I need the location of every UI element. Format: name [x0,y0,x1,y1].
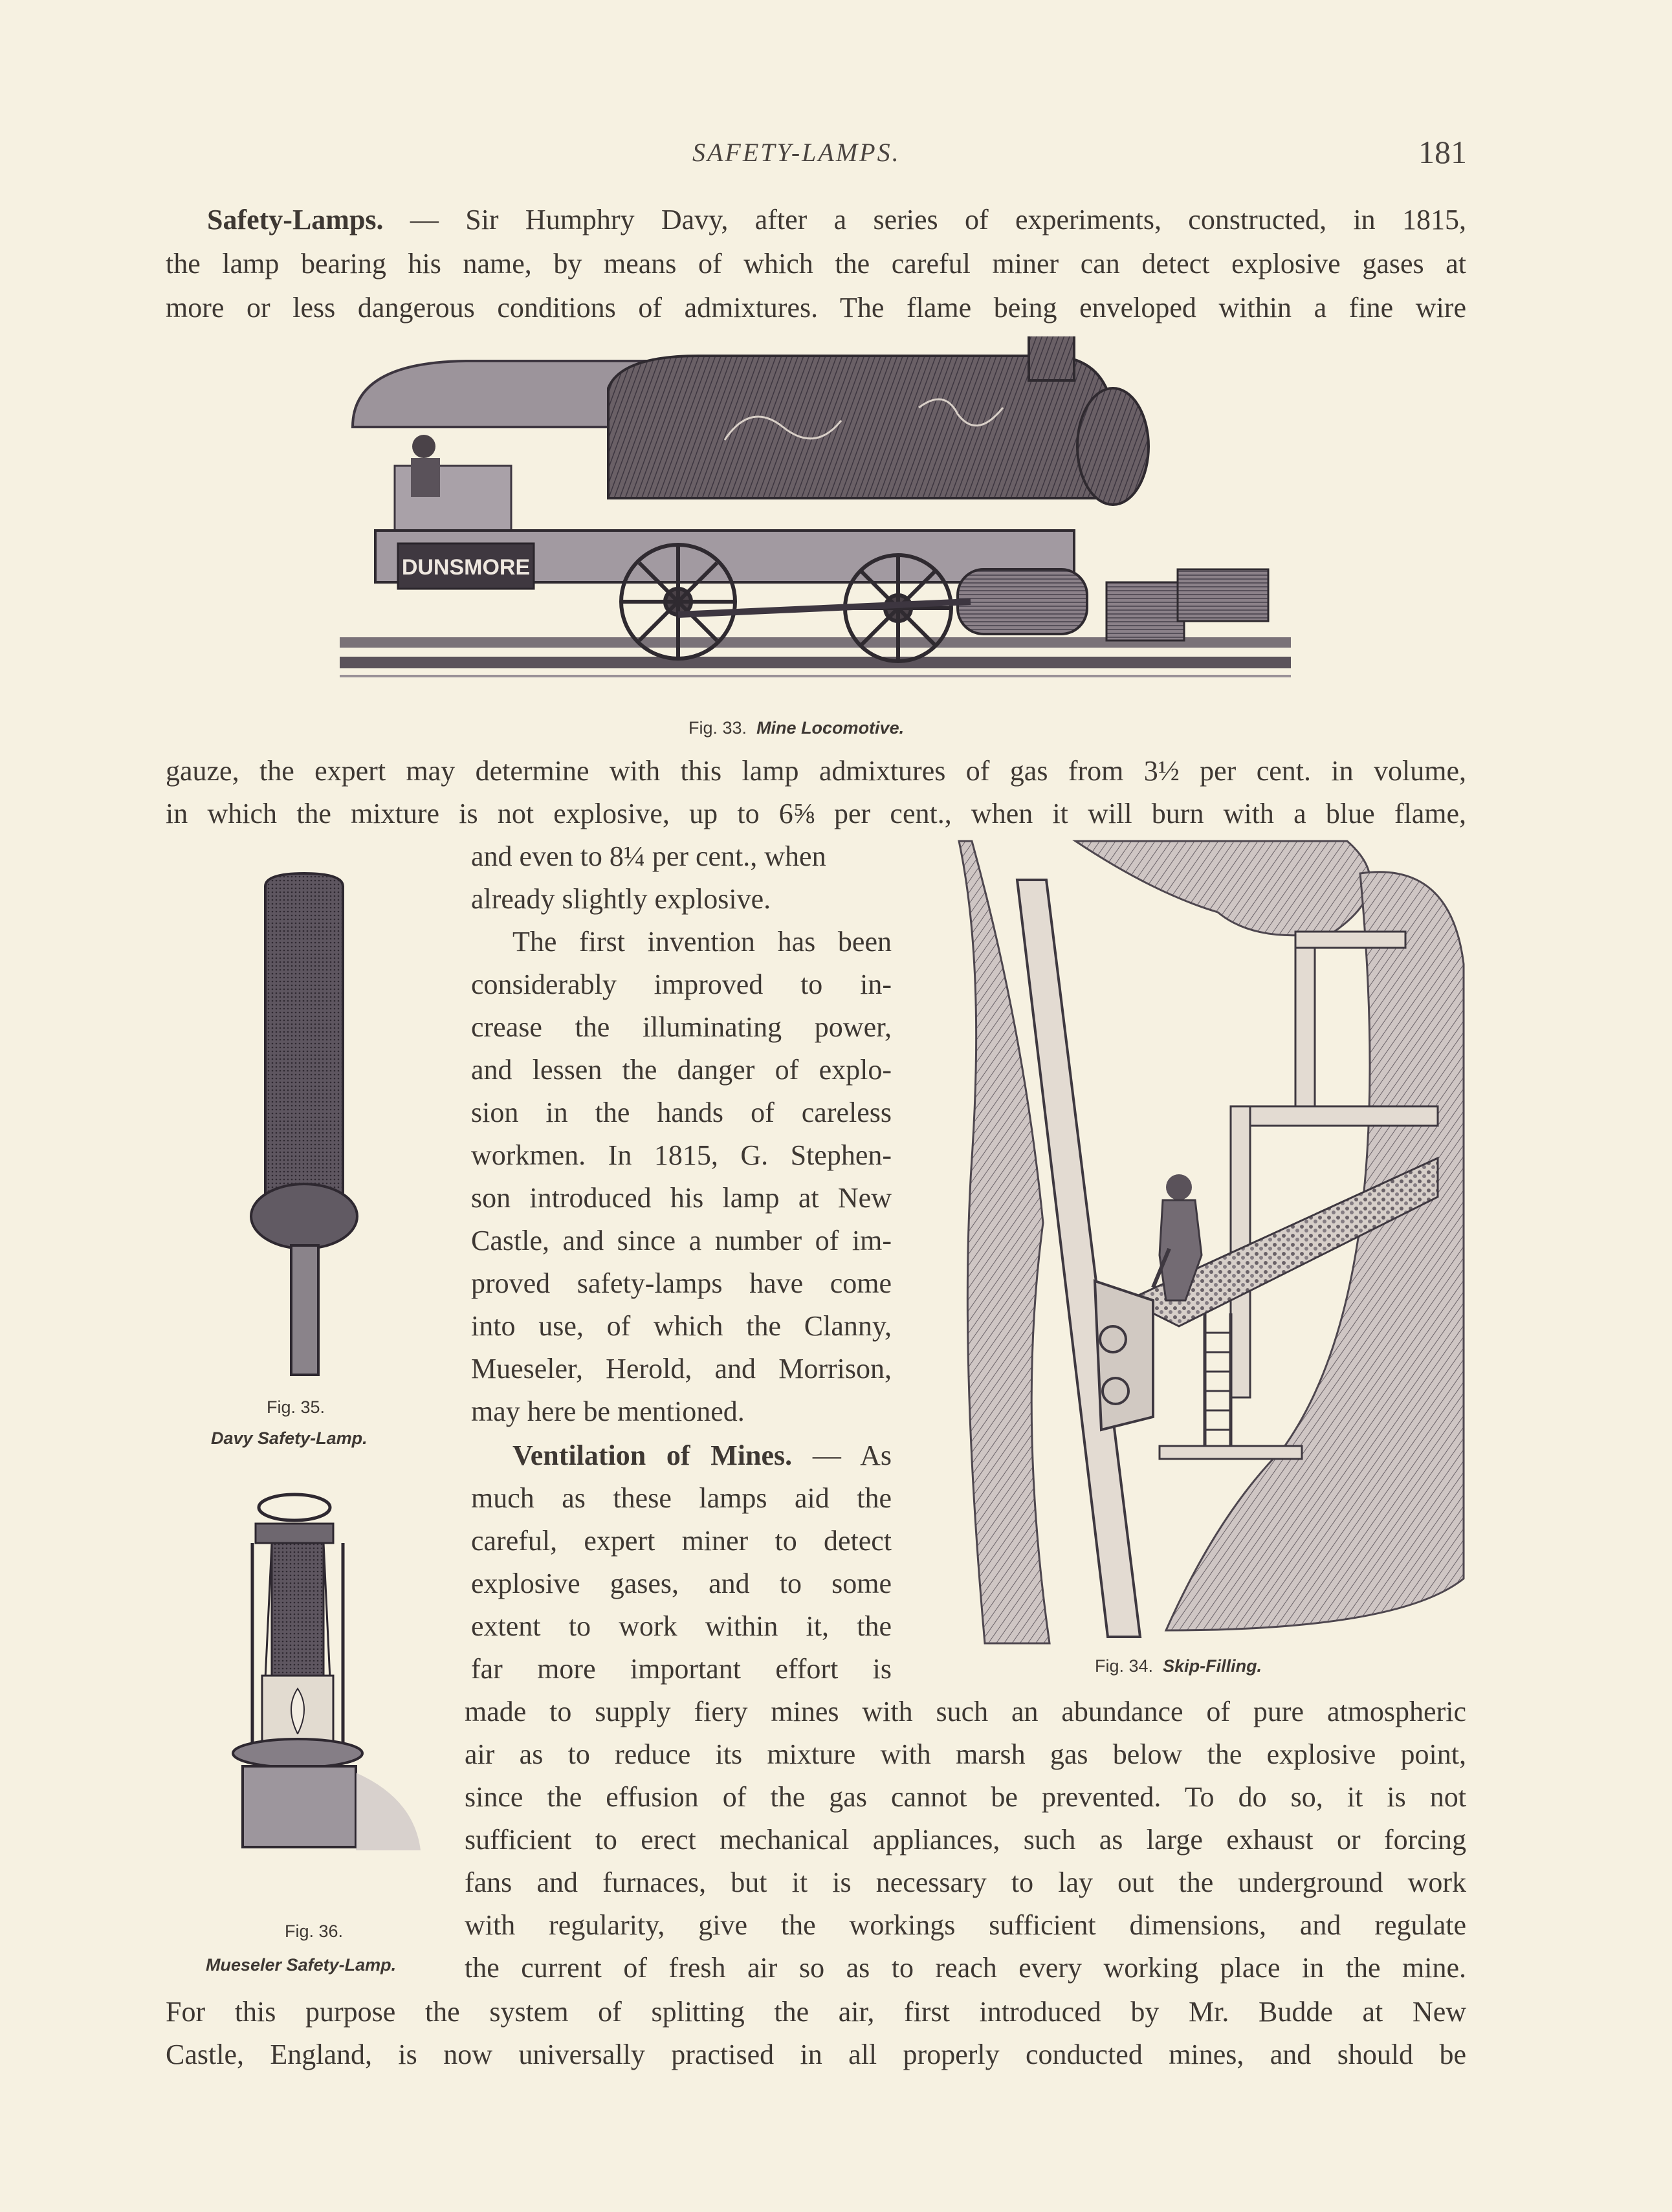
fig33-caption: Fig. 33. Mine Locomotive. [688,718,905,738]
text-line: made to supply fiery mines with such an abundance of pure atmospheric [465,1696,1466,1727]
text-line: and lessen the danger of explo- [471,1054,892,1086]
text-line: proved safety-lamps have come [471,1267,892,1299]
text-line: since the effusion of the gas cannot be prevented. To do so, it is not [465,1781,1466,1813]
text-line: For this purpose the system of splitting the air, first introduced by Mr. Budde at New [166,1996,1466,2028]
text-line: gauze, the expert may determine with this lamp admixtures of gas from 3½ per cent. in volume, [166,755,1466,787]
text-line: Safety-Lamps. — Sir Humphry Davy, after a series of experiments, constructed, in 1815, [207,204,1467,235]
text-line: Ventilation of Mines. — As [512,1440,892,1471]
text-line: son introduced his lamp at New [471,1182,892,1214]
fig34-caption: Fig. 34. Skip-Filling. [1095,1656,1262,1676]
davy-safety-lamp-figure [239,867,369,1385]
page-number: 181 [1418,134,1467,170]
fig36-title: Mueseler Safety-Lamp. [206,1955,397,1975]
text-line: extent to work within it, the [471,1610,892,1642]
mueseler-safety-lamp-figure [226,1488,434,1876]
section-heading-safety-lamps: Safety-Lamps. [207,204,384,235]
text-line: sion in the hands of careless [471,1097,892,1128]
text-line: Castle, England, is now universally practised in all properly conducted mines, and should be [166,2039,1466,2070]
text-line: already slightly explosive. [471,883,771,915]
text-line: the lamp bearing his name, by means of which the careful miner can detect explosive gases at [166,248,1466,279]
text-line: more or less dangerous conditions of admixtures. The flame being enveloped within a fine wire [166,292,1466,323]
text-line: may here be mentioned. [471,1396,745,1427]
text-line: considerably improved to in- [471,969,892,1000]
text-line: sufficient to erect mechanical appliances, such as large exhaust or forcing [465,1824,1466,1856]
text-line: into use, of which the Clanny, [471,1310,892,1342]
text-line: the current of fresh air so as to reach every working place in the mine. [465,1952,1466,1984]
text-line: in which the mixture is not explosive, up to 6⅝ per cent., when it will burn with a blue flame, [166,798,1466,829]
section-heading-ventilation: Ventilation of Mines. [512,1440,793,1471]
text-line: The first invention has been [512,926,892,958]
text-line: Mueseler, Herold, and Morrison, [471,1353,892,1385]
running-title: SAFETY-LAMPS. [692,138,901,167]
mine-locomotive-figure [336,336,1294,705]
text-line: Castle, and since a number of im- [471,1225,892,1256]
locomotive-nameplate: DUNSMORE [401,555,531,580]
text-line: with regularity, give the workings sufficient dimensions, and regulate [465,1909,1466,1941]
fig36-number: Fig. 36. [285,1922,344,1941]
text-line: fans and furnaces, but it is necessary to lay out the underground work [465,1867,1466,1898]
fig35-number: Fig. 35. [267,1397,325,1417]
fig35-title: Davy Safety-Lamp. [211,1429,368,1448]
text-line: workmen. In 1815, G. Stephen- [471,1139,892,1171]
text-line: crease the illuminating power, [471,1011,892,1043]
text-line: explosive gases, and to some [471,1568,892,1599]
text-line: far more important effort is [471,1653,892,1685]
text-line: and even to 8¼ per cent., when [471,840,826,872]
text-line: air as to reduce its mixture with marsh gas below the explosive point, [465,1738,1466,1770]
skip-filling-figure [946,835,1477,1650]
text-line: careful, expert miner to detect [471,1525,892,1557]
text-line: much as these lamps aid the [471,1482,892,1514]
